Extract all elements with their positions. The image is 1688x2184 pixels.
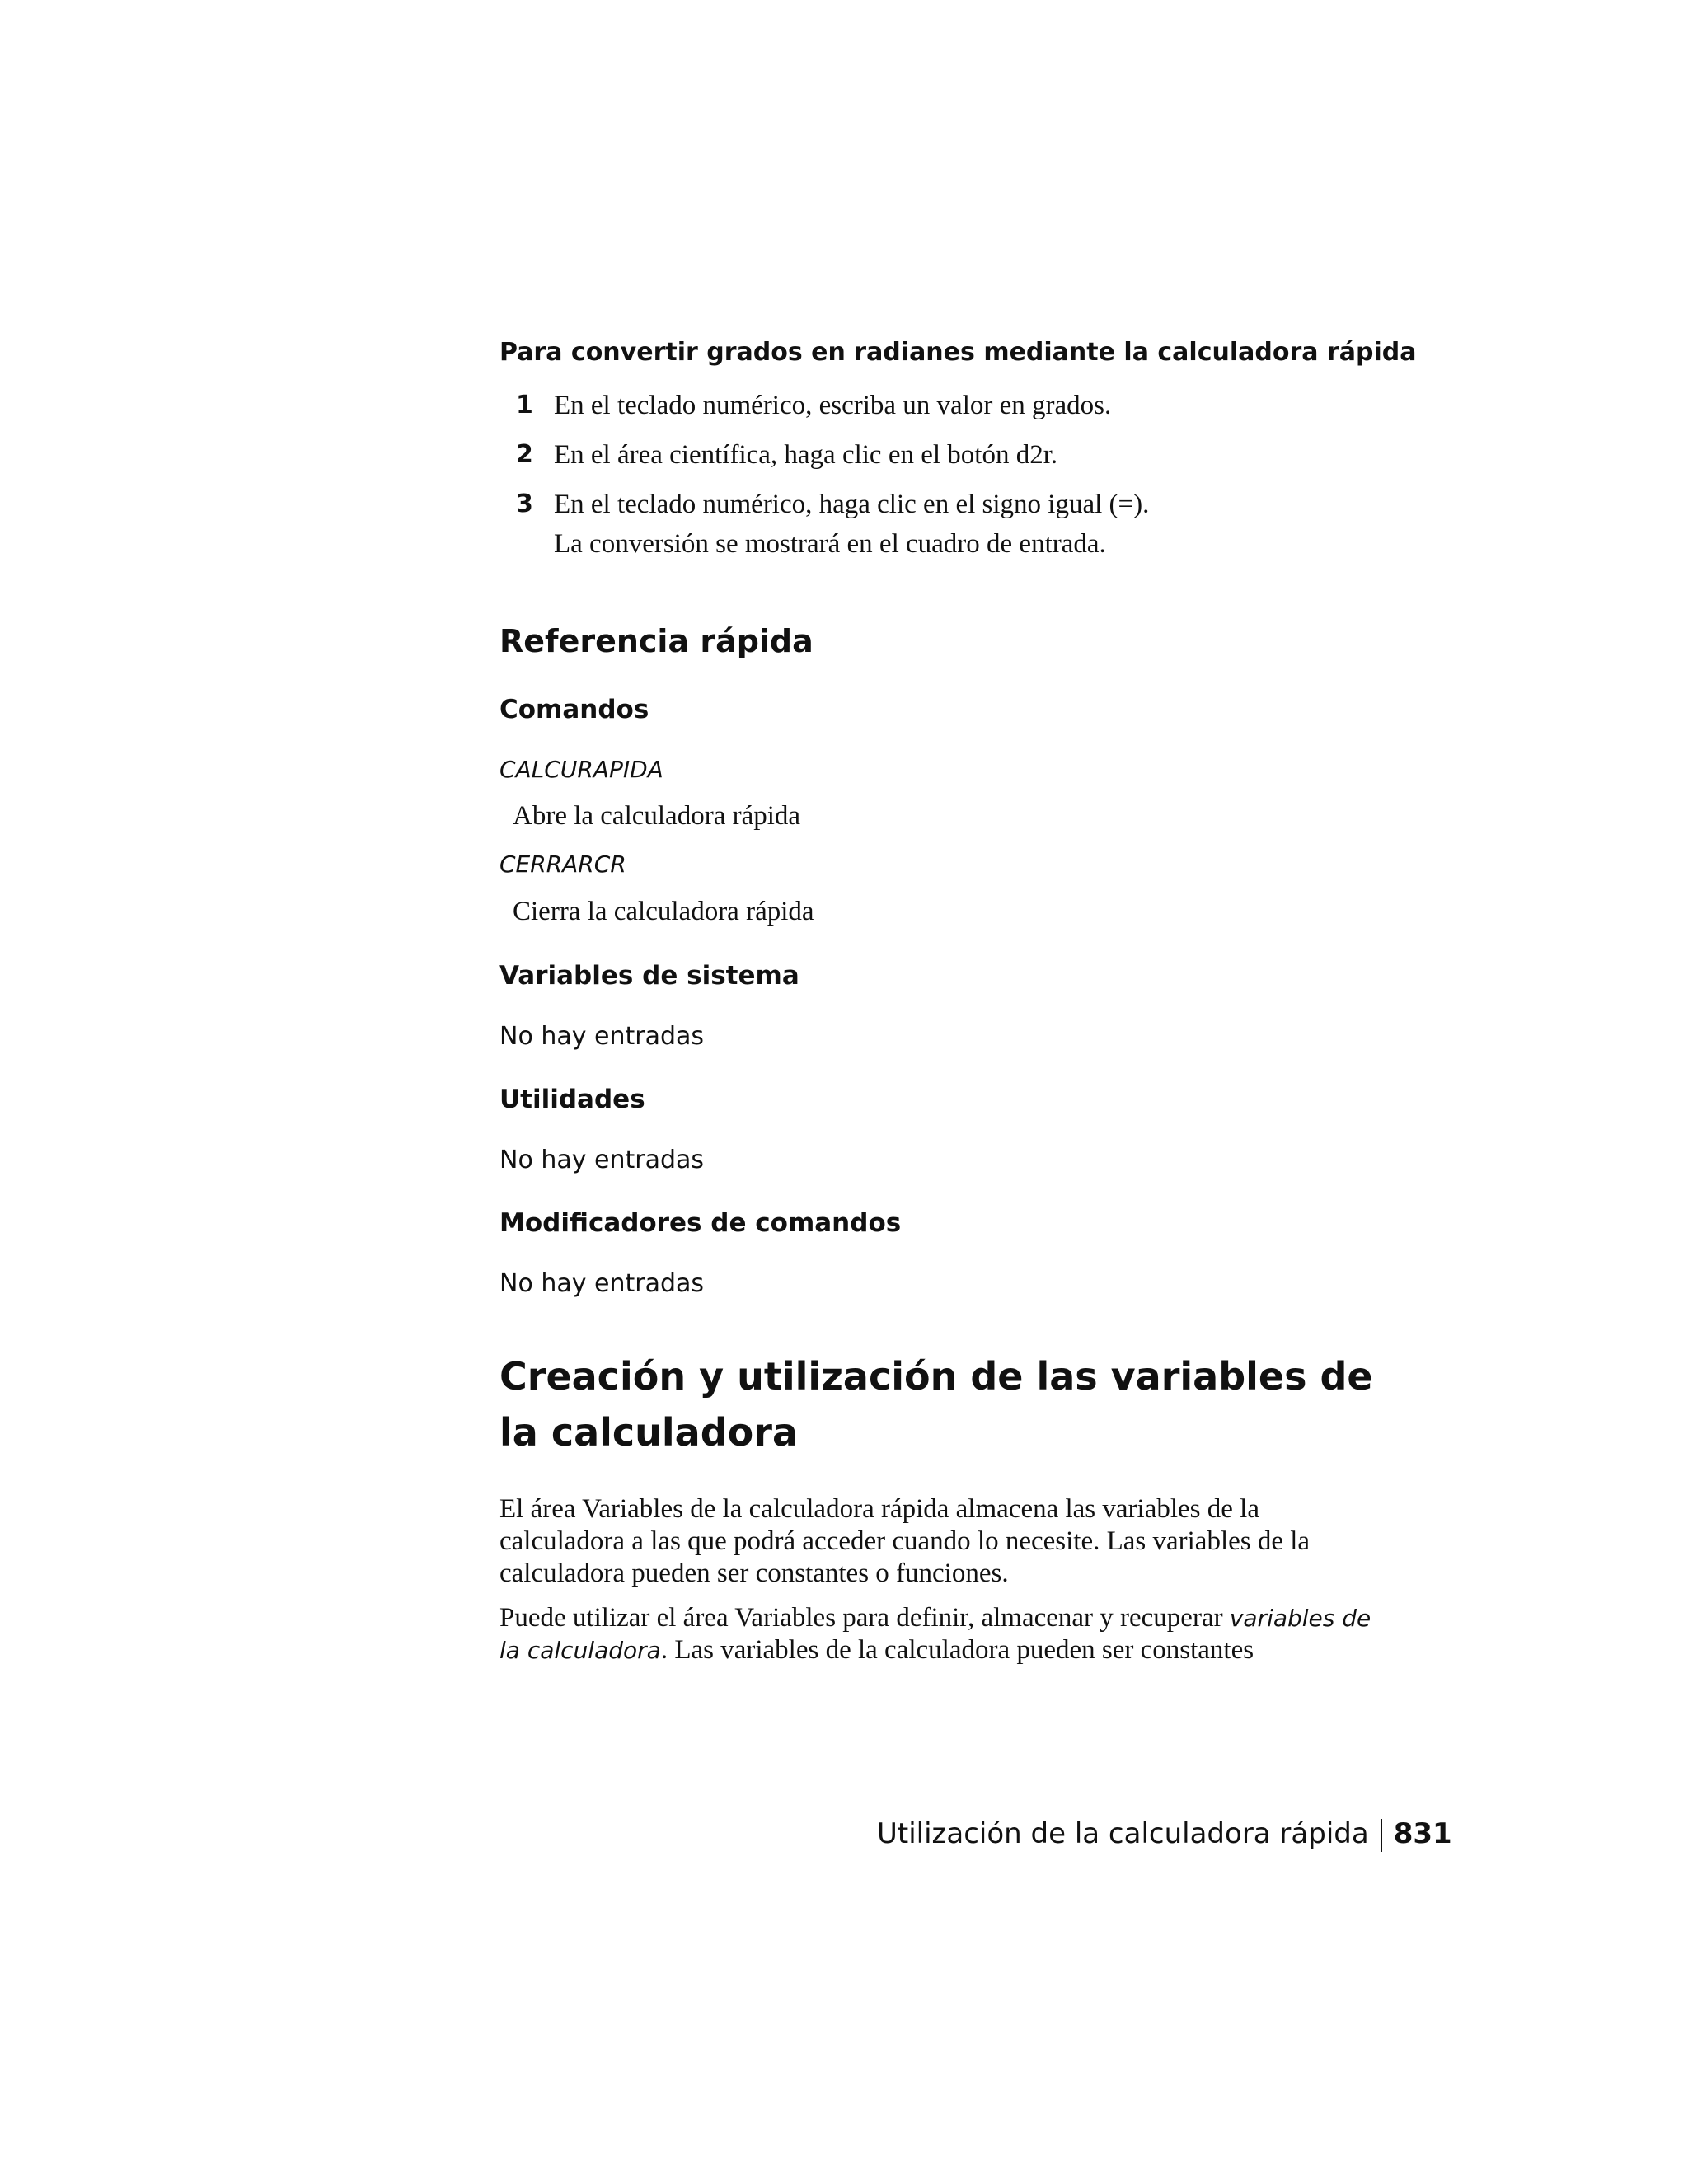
- step-text: En el teclado numérico, haga clic en el signo igual (=).: [554, 490, 1150, 519]
- step-text: En el teclado numérico, escriba un valor en grados.: [554, 391, 1112, 420]
- section-heading: Creación y utilización de las variables de la calculadora: [499, 1354, 1373, 1455]
- step-1: [499, 386, 1373, 425]
- page-number: 831: [1393, 1817, 1452, 1850]
- footer-chapter-title: Utilización de la calculadora rápida: [877, 1817, 1369, 1850]
- section-paragraph: El área Variables de la calculadora rápida almacena las variables de la calculadora a las que podrá acceder cuando lo necesite. Las variables de la calculadora pueden ser constantes o funciones.: [499, 1494, 1311, 1588]
- step-number: 3: [516, 490, 533, 518]
- step-number: 2: [516, 440, 533, 469]
- section-paragraph: [499, 1602, 1381, 1666]
- step-note: La conversión se mostrará en el cuadro de entrada.: [554, 529, 1106, 559]
- procedure-steps: [499, 386, 1373, 574]
- command-name: CERRARCR: [499, 851, 626, 878]
- system-variables-text: No hay entradas: [499, 1022, 705, 1051]
- paragraph-text: Puede utilizar el área Variables para definir, almacenar y recuperar: [499, 1603, 1230, 1633]
- command-modifiers-text: No hay entradas: [499, 1269, 705, 1298]
- command-description: Cierra la calculadora rápida: [513, 897, 814, 926]
- utilities-text: No hay entradas: [499, 1146, 705, 1174]
- emphasis-term: variables de la calculadora: [499, 1605, 1372, 1664]
- step-2: [499, 435, 1373, 475]
- command-modifiers-heading: Modificadores de comandos: [499, 1208, 902, 1238]
- step-number: 1: [516, 391, 533, 419]
- utilities-heading: Utilidades: [499, 1085, 645, 1114]
- procedure-title: Para convertir grados en radianes mediante la calculadora rápida: [499, 338, 1417, 367]
- footer-separator: [1381, 1819, 1382, 1852]
- system-variables-heading: Variables de sistema: [499, 961, 799, 991]
- commands-heading: Comandos: [499, 695, 649, 724]
- paragraph-text: . Las variables de la calculadora pueden ser constantes: [660, 1635, 1254, 1665]
- page-footer: [877, 1817, 1452, 1852]
- step-text: En el área científica, haga clic en el botón d2r.: [554, 440, 1058, 470]
- quick-reference-heading: Referencia rápida: [499, 623, 814, 659]
- step-3: [499, 485, 1373, 564]
- command-name: CALCURAPIDA: [499, 756, 663, 783]
- command-description: Abre la calculadora rápida: [513, 801, 801, 831]
